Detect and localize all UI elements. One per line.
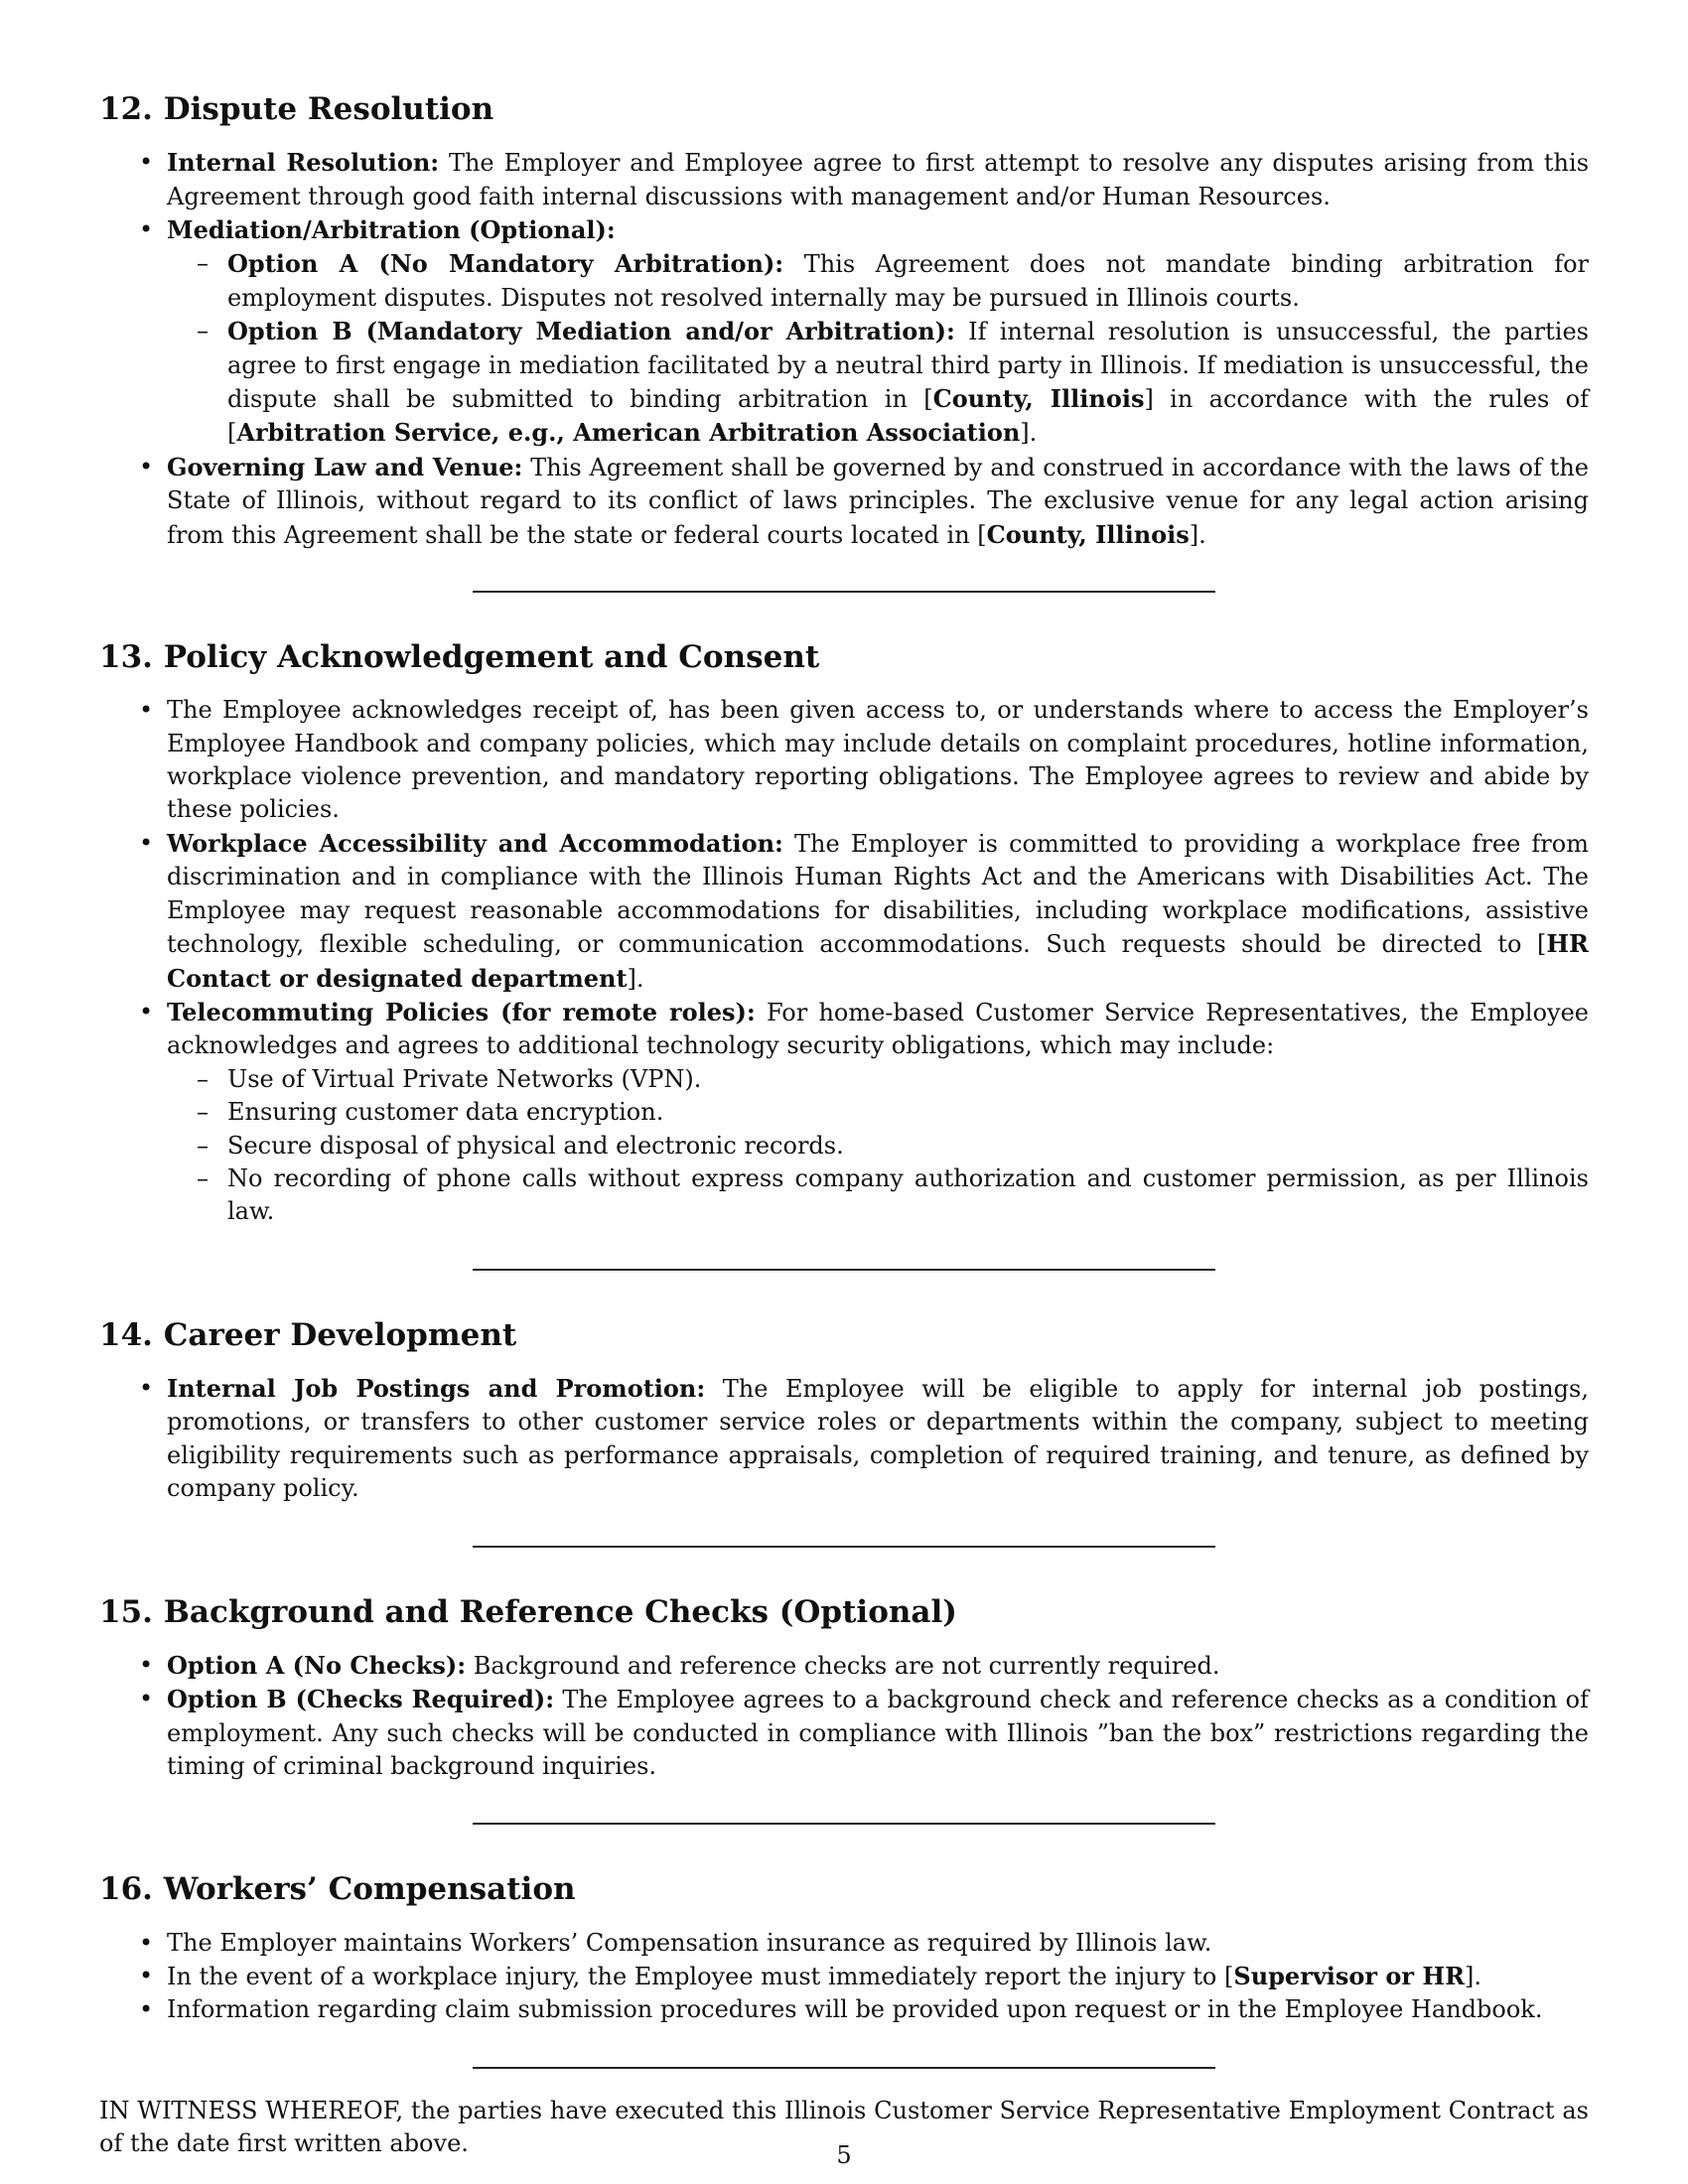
list-item: • Option B (Checks Required): The Employee agrees to a background check and reference checks as a condition of employment. Any such checks will be conducted in compliance with Illinois ”ban the box” restrictions regarding the timing of criminal background inquiries. [167,1683,1589,1783]
sub-list [167,1063,1589,1229]
section-divider [473,591,1215,593]
list-item: • Internal Job Postings and Promotion: The Employee will be eligible to apply for internal job postings, promotions, or transfers to other customer service roles or departments within the company, subject to meeting eligibility requirements such as performance appraisals, completion of required training, and tenure, as defined by company policy. [167,1372,1589,1506]
sub-list-item: – No recording of phone calls without express company authorization and customer permission, as per Illinois law. [227,1162,1589,1229]
section-policy-acknowledgement [99,639,1589,1229]
list-item: • The Employee acknowledges receipt of, has been given access to, or understands where to access the Employer’s Employee Handbook and company policies, which may include details on complaint procedures, hotline information, workplace violence prevention, and mandatory reporting obligations. The Employee agrees to review and abide by these policies. [167,694,1589,827]
witness-clause: IN WITNESS WHEREOF, the parties have executed this Illinois Customer Service Representative Employment Contract as of the date first written above. [99,2096,1589,2158]
sub-list-item: – Use of Virtual Private Networks (VPN). [227,1063,1589,1096]
section-workers-compensation [99,1871,1589,2026]
bullet-list [99,1372,1589,1506]
list-item: • Governing Law and Venue: This Agreement shall be governed by and construed in accordance with the laws of the State of Illinois, without regard to its conflict of laws principles. The exclusive venue for any legal action arising from this Agreement shall be the state or federal courts located in [County, Illinois]. [167,451,1589,552]
sub-list-item: – Secure disposal of physical and electronic records. [227,1130,1589,1162]
list-item: • Information regarding claim submission procedures will be provided upon request or in the Employee Handbook. [167,1993,1589,2026]
sub-list [167,247,1589,450]
section-title: 16. Workers’ Compensation [99,1871,576,1908]
document-page [99,91,1589,2161]
list-item: • In the event of a workplace injury, the Employee must immediately report the injury to [Supervisor or HR]. [167,1960,1589,1993]
section-divider [473,1269,1215,1271]
section-title: 14. Career Development [99,1316,517,1353]
bullet-list [99,1927,1589,2027]
sub-list-item: – Option A (No Mandatory Arbitration): This Agreement does not mandate binding arbitration for employment disputes. Disputes not resolved internally may be pursued in Illinois courts. [227,247,1589,315]
section-title: 13. Policy Acknowledgement and Consent [99,639,820,676]
section-divider [473,1546,1215,1548]
section-dispute-resolution [99,91,1589,552]
sub-list-item: – Option B (Mandatory Mediation and/or Arbitration): If internal resolution is unsuccessful, the parties agree to first engage in mediation facilitated by a neutral third party in Illinois. If mediation is unsuccessful, the dispute shall be submitted to binding arbitration in [County, Illinois] in accordance with the rules of [Arbitration Service, e.g., American Arbitration Association]. [227,315,1589,451]
sub-list-item: – Ensuring customer data encryption. [227,1096,1589,1129]
list-item: • Option A (No Checks): Background and reference checks are not currently required. [167,1649,1589,1683]
page-number: 5 [836,2141,852,2169]
list-item: • Mediation/Arbitration (Optional): – Option A (No Mandatory Arbitration): This Agreement does not mandate binding arbitration for employment disputes. Disputes not resolved internally may be pursued in Illinois courts. – Option B (Mandatory Mediation and/or Arbitration): If internal resolution is unsuccessful, the parties agree to first engage in mediation facilitated by a neutral third party in Illinois. If mediation is unsuccessful, the dispute shall be submitted to binding arbitration in [County, Illinois] in accordance with the rules of [Arbitration Service, e.g., American Arbitration Association]. [167,213,1589,451]
bullet-list [99,694,1589,1229]
list-item: • Workplace Accessibility and Accommodation: The Employer is committed to providing a workplace free from discrimination and in compliance with the Illinois Human Rights Act and the Americans with Disabilities Act. The Employee may request reasonable accommodations for disabilities, including workplace modifications, assistive technology, flexible scheduling, or communication accommodations. Such requests should be directed to [HR Contact or designated department]. [167,827,1589,996]
list-item: • Internal Resolution: The Employer and Employee agree to first attempt to resolve any disputes arising from this Agreement through good faith internal discussions with management and/or Human Resources. [167,146,1589,213]
section-career-development [99,1317,1589,1506]
bullet-list [99,146,1589,552]
section-divider [473,1823,1215,1825]
section-divider [473,2067,1215,2069]
list-item: • Telecommuting Policies (for remote roles): For home-based Customer Service Representatives, the Employee acknowledges and agrees to additional technology security obligations, which may include: – Use of Virtual Private Networks (VPN). – Ensuring customer data encryption. – Secure disposal of physical and electronic records. – No recording of phone calls without express company authorization and customer permission, as per Illinois law. [167,996,1589,1229]
bullet-list [99,1649,1589,1784]
list-item: • The Employer maintains Workers’ Compensation insurance as required by Illinois law. [167,1927,1589,1960]
section-background-checks [99,1594,1589,1784]
section-title: 15. Background and Reference Checks (Optional) [99,1593,957,1630]
section-title: 12. Dispute Resolution [99,91,494,127]
